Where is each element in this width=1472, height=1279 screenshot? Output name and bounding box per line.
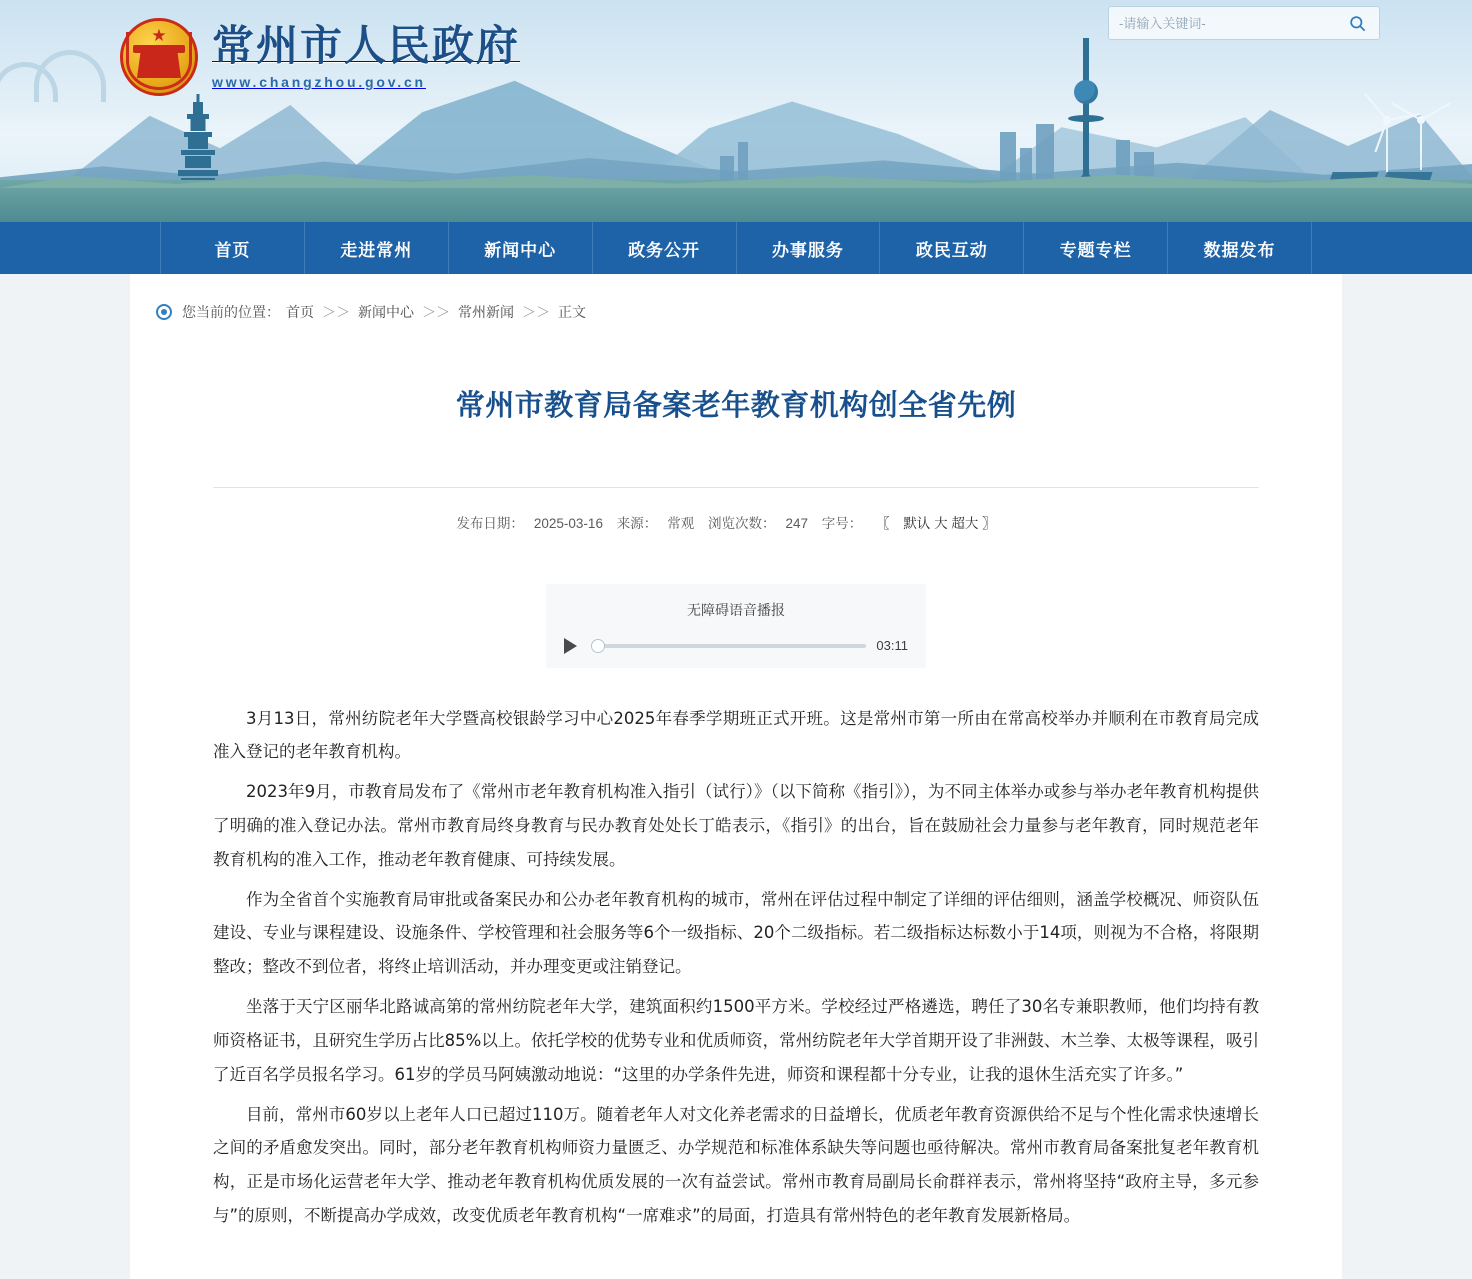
nav-item-home[interactable]: 首页 — [160, 222, 305, 274]
audio-progress-knob[interactable] — [591, 639, 605, 653]
publish-date-value: 2025-03-16 — [533, 515, 603, 531]
breadcrumb-separator: ＞＞ — [522, 304, 550, 320]
audio-progress-slider[interactable] — [591, 644, 866, 648]
breadcrumb-item-current: 正文 — [558, 304, 586, 320]
audio-duration: 03:11 — [876, 638, 908, 654]
fontsize-label: 字号： — [821, 515, 863, 531]
breadcrumb — [130, 274, 1342, 322]
content-panel — [130, 274, 1342, 1279]
fontsize-default-button[interactable]: 默认 — [903, 515, 931, 531]
breadcrumb-prefix: 您当前的位置： — [182, 304, 280, 320]
views-label: 浏览次数： — [707, 515, 776, 531]
nav-item-services[interactable]: 办事服务 — [737, 222, 881, 274]
article-paragraph: 目前，常州市60岁以上老年人口已超过110万。随着老年人对文化养老需求的日益增长，优质老年教育资源供给不足与个性化需求快速增长之间的矛盾愈发突出。同时，部分老年教育机构师资力量匮乏、办学规范和标准体系缺失等问题也亟待解决。常州市教育局备案批复老年教育机构，正是市场化运营老年大学、推动老年教育机构优质发展的一次有益尝试。常州市教育局副局长俞群祥表示，常州将坚持“政府主导，多元参与”的原则，不断提高办学成效，改变优质老年教育机构“一席难求”的局面，打造具有常州特色的老年教育发展新格局。 — [213, 1104, 1259, 1225]
nav-item-news[interactable]: 新闻中心 — [449, 222, 593, 274]
fontsize-bracket-close: 〗 — [982, 515, 996, 531]
national-emblem-icon: ★ — [120, 18, 198, 96]
wind-turbine-icon — [1420, 120, 1422, 170]
play-icon[interactable] — [564, 638, 577, 654]
city-building — [1000, 132, 1016, 186]
article-meta — [213, 488, 1259, 532]
breadcrumb-item-news[interactable]: 新闻中心 — [358, 304, 414, 320]
nav-item-interaction[interactable]: 政民互动 — [880, 222, 1024, 274]
search-icon — [1348, 14, 1367, 33]
nav-item-disclosure[interactable]: 政务公开 — [593, 222, 737, 274]
audio-player[interactable] — [546, 584, 926, 668]
search-input[interactable] — [1109, 7, 1335, 39]
site-domain: www.changzhou.gov.cn — [212, 74, 426, 90]
bridge-decoration — [0, 32, 120, 102]
search-button[interactable] — [1335, 7, 1379, 39]
site-banner — [0, 0, 1472, 222]
fontsize-xlarge-button[interactable]: 超大 — [951, 515, 979, 531]
breadcrumb-item-home[interactable]: 首页 — [286, 304, 314, 320]
foreground-greenery — [0, 180, 1472, 222]
main-navigation — [0, 222, 1472, 274]
fontsize-controls — [876, 516, 1006, 531]
article-paragraph: 2023年9月，市教育局发布了《常州市老年教育机构准入指引（试行）》（以下简称《指引》），为不同主体举办或参与举办老年教育机构提供了明确的准入登记办法。常州市教育局终身教育与民办教育处处长丁皓表示，《指引》的出台，旨在鼓励社会力量参与老年教育，同时规范老年教育机构的准入工作，推动老年教育健康、可持续发展。 — [213, 782, 1259, 869]
tv-tower-landmark-icon — [1066, 38, 1106, 188]
nav-item-topics[interactable]: 专题专栏 — [1024, 222, 1168, 274]
breadcrumb-item-cznews[interactable]: 常州新闻 — [458, 304, 514, 320]
fontsize-large-button[interactable]: 大 — [934, 515, 948, 531]
article-paragraph: 作为全省首个实施教育局审批或备案民办和公办老年教育机构的城市，常州在评估过程中制定了详细的评估细则，涵盖学校概况、师资队伍建设、专业与课程建设、设施条件、学校管理和社会服务等6个一级指标、20个二级指标。若二级指标达标数小于14项，则视为不合格，将限期整改；整改不到位者，将终止培训活动，并办理变更或注销登记。 — [213, 889, 1259, 977]
site-title: 常州市人民政府 — [212, 21, 521, 70]
article-paragraph: 坐落于天宁区丽华北路诚高第的常州纺院老年大学，建筑面积约1500平方米。学校经过严格遴选，聘任了30名专兼职教师，他们均持有教师资格证书，且研究生学历占比85%以上。依托学校的优势专业和优质师资，常州纺院老年大学首期开设了非洲鼓、木兰拳、太极等课程，吸引了近百名学员报名学习。61岁的学员马阿姨激动地说：“这里的办学条件先进，师资和课程都十分专业，让我的退休生活充实了许多。” — [213, 997, 1259, 1084]
site-logo-link[interactable] — [120, 18, 520, 96]
fontsize-bracket-open: 〖 — [876, 515, 890, 531]
article — [213, 386, 1259, 1233]
audio-player-label: 无障碍语音播报 — [687, 601, 785, 618]
article-title: 常州市教育局备案老年教育机构创全省先例 — [455, 390, 1017, 422]
article-body — [213, 702, 1259, 1233]
source-value: 常观 — [667, 515, 695, 531]
article-paragraph: 3月13日，常州纺院老年大学暨高校银龄学习中心2025年春季学期班正式开班。这是常州市第一所由在常高校举办并顺利在市教育局完成准入登记的老年教育机构。 — [213, 708, 1259, 762]
pagoda-landmark-icon — [172, 96, 224, 188]
breadcrumb-separator: ＞＞ — [422, 304, 450, 320]
city-building — [1036, 124, 1054, 186]
breadcrumb-separator: ＞＞ — [322, 304, 350, 320]
location-pin-icon — [156, 304, 172, 320]
search-box[interactable] — [1108, 6, 1380, 40]
nav-item-about[interactable]: 走进常州 — [305, 222, 449, 274]
views-value: 247 — [785, 515, 809, 531]
publish-date-label: 发布日期： — [456, 515, 524, 531]
nav-item-data[interactable]: 数据发布 — [1168, 222, 1312, 274]
source-label: 来源： — [616, 515, 658, 531]
